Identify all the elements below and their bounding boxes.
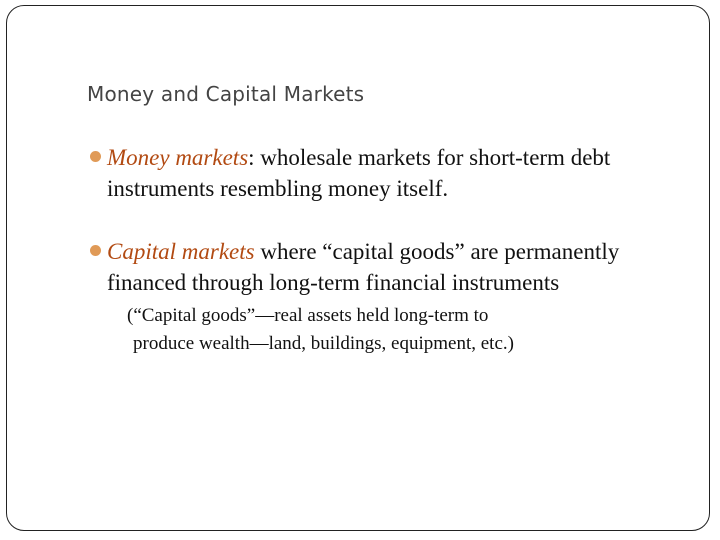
bullet-line-2: financed through long-term financial instruments [107,270,560,295]
term-money-markets: Money markets [107,145,249,170]
slide-frame [6,5,710,531]
bullet-text: : wholesale markets for short-term debt [248,145,611,170]
note-line-1: (“Capital goods”—real assets held long-term to [127,305,489,326]
bullet-dot-icon [90,151,101,162]
term-capital-markets: Capital markets [107,239,255,264]
capital-goods-note [127,302,514,358]
bullet-capital-markets [85,236,685,298]
slide-title: Money and Capital Markets [87,82,365,106]
bullet-line-1 [107,236,685,267]
bullet-money-markets [85,142,685,204]
bullet-dot-icon [90,245,101,256]
bullet-text: where “capital goods” are permanently [254,239,620,264]
note-line-2: produce wealth—land, buildings, equipment, etc.) [133,333,514,354]
bullet-line-1 [107,142,685,173]
bullet-line-2: instruments resembling money itself. [107,176,449,201]
